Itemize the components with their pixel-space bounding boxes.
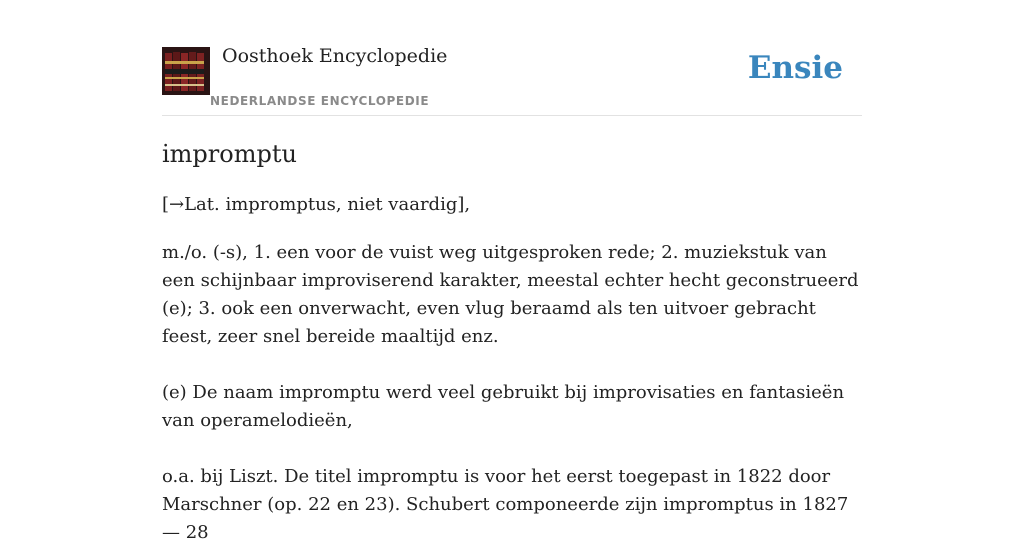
etymology: [→Lat. impromptus, niet vaardig], bbox=[162, 194, 471, 215]
site-header bbox=[162, 0, 862, 116]
note-paragraph: (e) De naam impromptu werd veel gebruikt bij improvisaties en fantasieën van operamelodieën, bbox=[162, 382, 845, 431]
content-container bbox=[162, 0, 862, 543]
entry-title: impromptu bbox=[162, 140, 297, 168]
encyclopedia-books-icon[interactable] bbox=[162, 47, 210, 95]
definition-paragraph: m./o. (-s), 1. een voor de vuist weg uitgesproken rede; 2. muziekstuk van een schijnbaar improviserend karakter, meestal echter hecht geconstrueerd (e); 3. ook een onverwacht, even vlug beraamd als ten uitvoer gebracht feest, zeer snel bereide maaltijd enz. bbox=[162, 242, 859, 347]
history-paragraph: o.a. bij Liszt. De titel impromptu is voor het eerst toegepast in 1822 door Marschner (op. 22 en 23). Schubert componeerde zijn impromptus in 1827— 28 bbox=[162, 466, 849, 543]
site-title[interactable]: Oosthoek Encyclopedie bbox=[222, 45, 448, 67]
site-subtitle: NEDERLANDSE ENCYCLOPEDIE bbox=[210, 94, 430, 108]
ensie-logo-link[interactable]: Ensie bbox=[747, 50, 843, 86]
